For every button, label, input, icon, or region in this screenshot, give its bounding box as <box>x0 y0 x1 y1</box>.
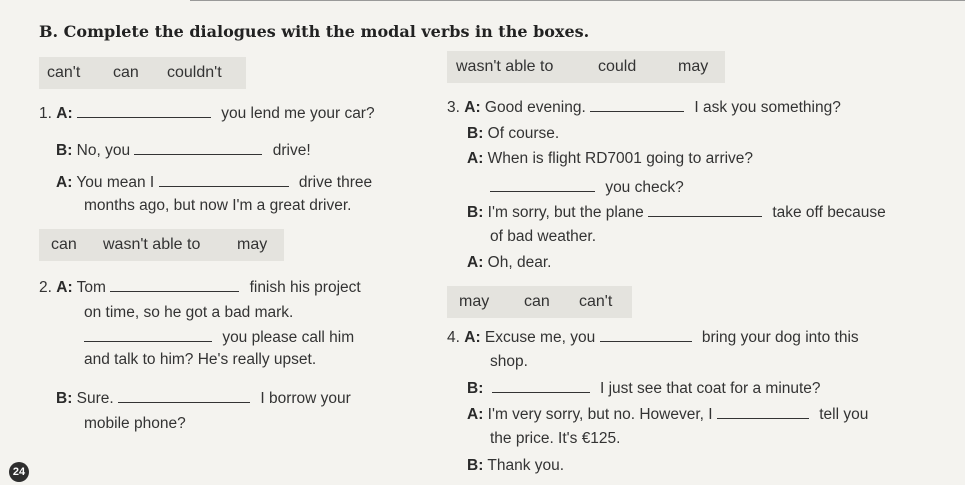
answer-blank[interactable] <box>648 202 762 217</box>
speaker-label: A: <box>467 254 484 271</box>
dialogue-2-line-6: mobile phone? <box>84 415 186 432</box>
dialogue-1-line-3: A: You mean I drive three <box>56 174 373 191</box>
word-box-4 <box>447 286 632 318</box>
word-box-item: couldn't <box>167 64 222 81</box>
speaker-label: A: <box>464 99 481 116</box>
word-box-item: may <box>237 236 268 253</box>
answer-blank[interactable] <box>159 172 289 187</box>
speaker-label: B: <box>467 380 484 397</box>
dialogue-3-line-2: B: Of course. <box>467 125 560 142</box>
word-box-item: may <box>678 58 709 75</box>
dialogue-2-line-3: you please call him <box>84 327 354 347</box>
speaker-label: A: <box>56 279 73 296</box>
dialogue-3-line-1: 3. A: Good evening. I ask you something? <box>447 99 841 116</box>
dialogue-3-line-3: A: When is flight RD7001 going to arrive? <box>467 150 754 167</box>
dialogue-4-line-5: the price. It's €125. <box>490 430 621 447</box>
dialogue-4-line-4: A: I'm very sorry, but no. However, I tell you <box>467 406 869 423</box>
word-box-1 <box>39 57 246 89</box>
word-box-item: can't <box>47 64 81 81</box>
speaker-label: B: <box>467 204 484 221</box>
dialogue-1-line-1: 1. A: you lend me your car? <box>39 105 375 122</box>
word-box-2 <box>447 51 725 83</box>
speaker-label: A: <box>467 150 484 167</box>
speaker-label: B: <box>467 125 484 142</box>
dialogue-4-line-2: shop. <box>490 353 528 370</box>
answer-blank[interactable] <box>77 103 211 118</box>
dialogue-4-line-6: B: Thank you. <box>467 457 565 474</box>
speaker-label: A: <box>56 174 73 191</box>
dialogue-3-line-4: you check? <box>490 177 684 197</box>
dialogue-3-line-7: A: Oh, dear. <box>467 254 552 271</box>
answer-blank[interactable] <box>110 277 239 292</box>
speaker-label: A: <box>56 105 73 122</box>
speaker-label: B: <box>56 142 73 159</box>
page-number-badge: 24 <box>9 462 29 482</box>
answer-blank[interactable] <box>717 404 809 419</box>
speaker-label: B: <box>467 457 484 474</box>
dialogue-4-line-3: B: I just see that coat for a minute? <box>467 380 821 397</box>
word-box-item: wasn't able to <box>456 58 554 75</box>
speaker-label: A: <box>467 406 484 423</box>
answer-blank[interactable] <box>118 388 250 403</box>
word-box-3 <box>39 229 284 261</box>
word-box-item: could <box>598 58 637 75</box>
speaker-label: B: <box>56 390 73 407</box>
word-box-item: can't <box>579 293 613 310</box>
dialogue-1-line-2: B: No, you drive! <box>56 142 311 159</box>
speaker-label: A: <box>464 329 481 346</box>
top-rule <box>190 0 965 5</box>
dialogue-3-line-6: of bad weather. <box>490 228 596 245</box>
dialogue-3-line-5: B: I'm sorry, but the plane take off because <box>467 204 886 221</box>
answer-blank[interactable] <box>492 378 590 393</box>
answer-blank[interactable] <box>590 97 684 112</box>
word-box-item: can <box>524 293 550 310</box>
word-box-item: wasn't able to <box>103 236 201 253</box>
dialogue-2-line-5: B: Sure. I borrow your <box>56 390 351 407</box>
dialogue-2-line-4: and talk to him? He's really upset. <box>84 351 317 368</box>
dialogue-4-line-1: 4. A: Excuse me, you bring your dog into this <box>447 329 859 346</box>
section-title: B. Complete the dialogues with the modal verbs in the boxes. <box>39 22 590 41</box>
word-box-item: may <box>459 293 490 310</box>
dialogue-1-line-4: months ago, but now I'm a great driver. <box>84 197 352 214</box>
word-box-item: can <box>51 236 77 253</box>
answer-blank[interactable] <box>134 140 262 155</box>
answer-blank[interactable] <box>490 177 595 192</box>
answer-blank[interactable] <box>84 327 212 342</box>
answer-blank[interactable] <box>600 327 692 342</box>
word-box-item: can <box>113 64 139 81</box>
dialogue-2-line-2: on time, so he got a bad mark. <box>84 304 294 321</box>
dialogue-2-line-1: 2. A: Tom finish his project <box>39 279 361 296</box>
